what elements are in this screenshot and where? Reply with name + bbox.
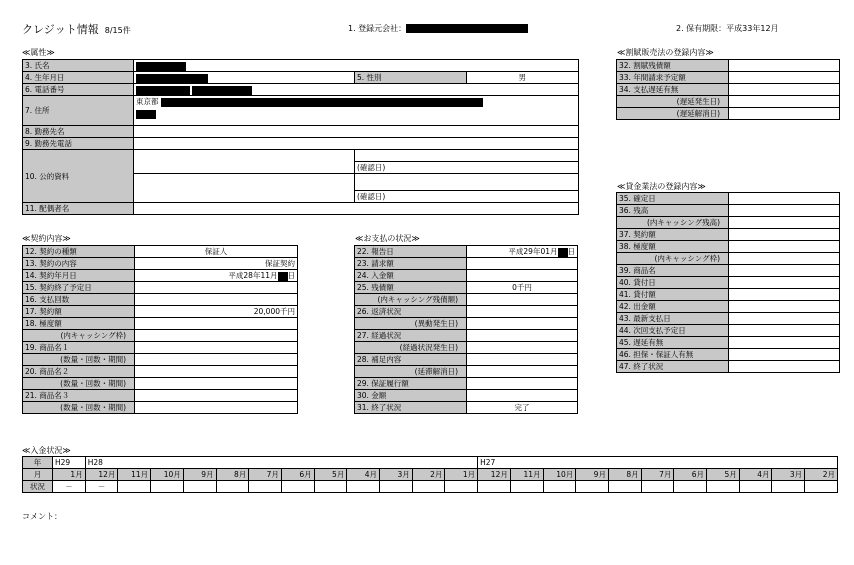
redaction-block [161,98,483,107]
attr-row-name [23,60,579,72]
day-suffix: 日 [567,247,575,256]
row-value [467,306,578,318]
table-row [23,402,298,414]
table-row [617,253,840,265]
row-label: (延滞解消日) [355,366,467,378]
row-label: (内キャッシング枠) [23,330,135,342]
month-cell: 1月 [445,469,478,481]
retention-period: 2. 保有期限：平成33年12月 [676,24,779,33]
year-cell: H29 [53,457,86,469]
table-row [355,378,578,390]
row-value [135,366,298,378]
row-label: (経過状況発生日) [355,342,467,354]
table-row [617,361,840,373]
row-value [135,378,298,390]
table-row [617,301,840,313]
table-row [23,294,298,306]
attributes-section-title: ≪属性≫ [22,48,55,57]
month-cell: 2月 [805,469,838,481]
row-value [729,313,840,325]
lending-table [616,192,840,373]
month-cell: 7月 [641,469,674,481]
row-value [467,246,578,258]
attr-label: 4. 生年月日 [23,72,134,84]
month-cell: 3月 [772,469,805,481]
table-row [23,270,298,282]
row-value [729,361,840,373]
table-row [617,108,840,120]
row-value [729,265,840,277]
status-cell [674,481,707,493]
row-value [467,258,578,270]
year-cell: H28 [85,457,477,469]
status-cell [151,481,184,493]
status-cell [707,481,740,493]
table-row [617,84,840,96]
status-cell [641,481,674,493]
month-cell: 2月 [412,469,445,481]
table-row [617,265,840,277]
value-text: 完了 [514,403,530,412]
month-row [23,469,838,481]
deposit-section-title: ≪入金状況≫ [22,446,71,455]
month-cell: 6月 [281,469,314,481]
attr-label: 10. 公的資料 [23,150,134,203]
attr-row-work-phone [23,138,579,150]
value-text: 保証契約 [265,259,295,268]
redaction-block [136,74,208,83]
year-label: 年 [23,457,53,469]
status-cell [445,481,478,493]
table-row [617,241,840,253]
row-value [135,258,298,270]
row-label: 23. 請求額 [355,258,467,270]
row-label: 16. 支払回数 [23,294,135,306]
confirm-date-label: (確認日) [355,162,579,174]
row-value [729,60,840,72]
contract-section-title: ≪契約内容≫ [22,234,71,243]
row-label: 45. 遅延有無 [617,337,729,349]
row-value [135,294,298,306]
row-value [729,277,840,289]
month-cell: 4月 [347,469,380,481]
table-row [23,306,298,318]
status-cell: － [53,481,86,493]
attr-row-workplace [23,126,579,138]
row-label: 33. 年間請求予定額 [617,72,729,84]
value-text: 平成29年01月 [508,247,558,256]
attr-label: 7. 住所 [23,96,134,126]
month-cell: 12月 [478,469,511,481]
row-label: 46. 担保・保証人有無 [617,349,729,361]
month-cell: 8月 [216,469,249,481]
row-label: 44. 次回支払予定日 [617,325,729,337]
value-text: 平成28年11月 [228,271,278,280]
status-cell: － [85,481,118,493]
row-label: 14. 契約年月日 [23,270,135,282]
row-label: 28. 補足内容 [355,354,467,366]
row-value [467,342,578,354]
month-cell: 3月 [380,469,413,481]
attributes-table [22,59,579,215]
payment-table [354,245,578,414]
attr-label: 11. 配偶者名 [23,203,134,215]
confirm-date-label: (確認日) [355,191,579,203]
payment-section-title: ≪お支払の状況≫ [355,234,420,243]
year-row [23,457,838,469]
table-row [23,378,298,390]
row-value [729,349,840,361]
row-label: 13. 契約の内容 [23,258,135,270]
table-row [617,205,840,217]
row-label: 21. 商品名３ [23,390,135,402]
month-cell: 5月 [707,469,740,481]
row-label: (数量・回数・期間) [23,378,135,390]
row-label: 32. 割賦残債額 [617,60,729,72]
table-row [355,294,578,306]
status-cell [805,481,838,493]
row-value [729,253,840,265]
attr-label: 8. 勤務先名 [23,126,134,138]
row-label: 36. 残高 [617,205,729,217]
table-row [355,354,578,366]
status-cell [576,481,609,493]
month-cell: 4月 [739,469,772,481]
row-value [729,217,840,229]
month-cell: 8月 [608,469,641,481]
month-cell: 11月 [118,469,151,481]
row-label: (数量・回数・期間) [23,402,135,414]
row-label: (内キャッシング残高) [617,217,729,229]
status-cell [281,481,314,493]
row-value [135,354,298,366]
deposit-table [22,456,838,493]
table-row [617,96,840,108]
status-cell [739,481,772,493]
row-value [729,205,840,217]
month-cell: 9月 [183,469,216,481]
status-cell [412,481,445,493]
value-text: 0千円 [512,283,532,292]
row-value [135,306,298,318]
table-row [617,289,840,301]
month-cell: 10月 [151,469,184,481]
row-label: 40. 貸付日 [617,277,729,289]
table-row [355,330,578,342]
row-value [729,337,840,349]
month-cell: 6月 [674,469,707,481]
month-cell: 9月 [576,469,609,481]
table-row [617,60,840,72]
status-row [23,481,838,493]
row-value [467,378,578,390]
status-label: 状況 [23,481,53,493]
row-value [135,246,298,258]
row-value [135,330,298,342]
row-label: 38. 極度額 [617,241,729,253]
table-row [23,318,298,330]
row-value [467,270,578,282]
row-value [135,342,298,354]
attr-row-phone [23,84,579,96]
row-label: (内キャッシング枠) [617,253,729,265]
row-value [729,193,840,205]
table-row [355,258,578,270]
row-label: 35. 確定日 [617,193,729,205]
row-label: 34. 支払遅延有無 [617,84,729,96]
row-value [467,294,578,306]
row-value [729,96,840,108]
row-value [467,390,578,402]
table-row [617,349,840,361]
status-cell [249,481,282,493]
attr-label: 3. 氏名 [23,60,134,72]
row-label: (異動発生日) [355,318,467,330]
row-label: (数量・回数・期間) [23,354,135,366]
status-cell [543,481,576,493]
row-value [467,402,578,414]
table-row [355,306,578,318]
row-label: 15. 契約終了予定日 [23,282,135,294]
row-value [467,318,578,330]
row-value [467,330,578,342]
table-row [355,342,578,354]
table-row [23,354,298,366]
row-label: (内キャッシング残債額) [355,294,467,306]
month-cell: 11月 [510,469,543,481]
table-row [617,325,840,337]
day-suffix: 日 [287,271,295,280]
row-label: 42. 出金額 [617,301,729,313]
table-row [355,270,578,282]
row-label: (遅延解消日) [617,108,729,120]
registrant-field [348,23,528,34]
row-label: 39. 商品名 [617,265,729,277]
status-cell [478,481,511,493]
table-row [617,277,840,289]
row-value [729,301,840,313]
table-row [617,72,840,84]
row-label: (遅延発生日) [617,96,729,108]
redaction-block [406,24,528,33]
row-label: 19. 商品名１ [23,342,135,354]
row-value [729,108,840,120]
row-label: 12. 契約の種類 [23,246,135,258]
month-cell: 12月 [85,469,118,481]
row-label: 27. 経過状況 [355,330,467,342]
table-row [23,282,298,294]
row-value [135,402,298,414]
row-label: 37. 契約額 [617,229,729,241]
status-cell [510,481,543,493]
attr-label: 9. 勤務先電話 [23,138,134,150]
lending-section-title: ≪貸金業法の登録内容≫ [617,182,706,191]
registrant-label: 1. 登録元会社： [348,24,407,33]
redaction-block [192,86,252,95]
sex-value: 男 [467,72,579,84]
row-value [135,318,298,330]
status-cell [216,481,249,493]
redaction-block [136,86,190,95]
row-label: 25. 残債額 [355,282,467,294]
month-label: 月 [23,469,53,481]
attr-row-birth [23,72,579,84]
attr-row-spouse [23,203,579,215]
attr-label: 6. 電話番号 [23,84,134,96]
row-value [135,270,298,282]
value-text: 20,000千円 [253,307,295,316]
table-row [23,390,298,402]
row-label: 20. 商品名２ [23,366,135,378]
row-value [729,325,840,337]
row-label: 18. 極度額 [23,318,135,330]
row-label: 47. 終了状況 [617,361,729,373]
table-row [617,337,840,349]
redaction-block [558,248,568,257]
report-header [22,21,131,37]
table-row [23,342,298,354]
row-label: 31. 終了状況 [355,402,467,414]
row-label: 24. 入金額 [355,270,467,282]
row-label: 43. 最新支払日 [617,313,729,325]
table-row [355,282,578,294]
value-text: 保証人 [204,247,228,256]
attr-row-address [23,96,579,126]
month-cell: 1月 [53,469,86,481]
contract-table [22,245,298,414]
table-row [355,390,578,402]
status-cell [380,481,413,493]
row-label: 26. 返済状況 [355,306,467,318]
record-count: 8/15件 [104,26,131,35]
status-cell [772,481,805,493]
row-value [467,282,578,294]
table-row [617,229,840,241]
row-value [729,84,840,96]
status-cell [183,481,216,493]
redaction-block [136,62,186,71]
row-value [729,72,840,84]
row-value [729,289,840,301]
table-row [23,258,298,270]
comment-label: コメント： [22,512,62,521]
address-value: 東京都 [136,97,159,106]
month-cell: 7月 [249,469,282,481]
row-value [467,366,578,378]
table-row [23,246,298,258]
table-row [617,313,840,325]
table-row [355,318,578,330]
row-value [729,229,840,241]
status-cell [118,481,151,493]
installment-section-title: ≪割賦販売法の登録内容≫ [617,48,714,57]
redaction-block [136,110,156,119]
attr-row-public-1 [23,150,579,162]
status-cell [347,481,380,493]
attr-label: 5. 性別 [355,72,467,84]
table-row [617,217,840,229]
redaction-block [278,272,288,281]
table-row [355,246,578,258]
year-cell: H27 [478,457,838,469]
table-row [355,402,578,414]
table-row [23,330,298,342]
month-cell: 10月 [543,469,576,481]
table-row [355,366,578,378]
report-title: クレジット情報 [22,23,99,36]
status-cell [608,481,641,493]
table-row [617,193,840,205]
status-cell [314,481,347,493]
month-cell: 5月 [314,469,347,481]
row-value [467,354,578,366]
row-value [729,241,840,253]
row-label: 29. 保証履行額 [355,378,467,390]
row-label: 41. 貸付額 [617,289,729,301]
row-value [135,282,298,294]
row-label: 17. 契約額 [23,306,135,318]
table-row [23,366,298,378]
row-value [135,390,298,402]
row-label: 22. 報告日 [355,246,467,258]
installment-table [616,59,840,120]
row-label: 30. 金額 [355,390,467,402]
